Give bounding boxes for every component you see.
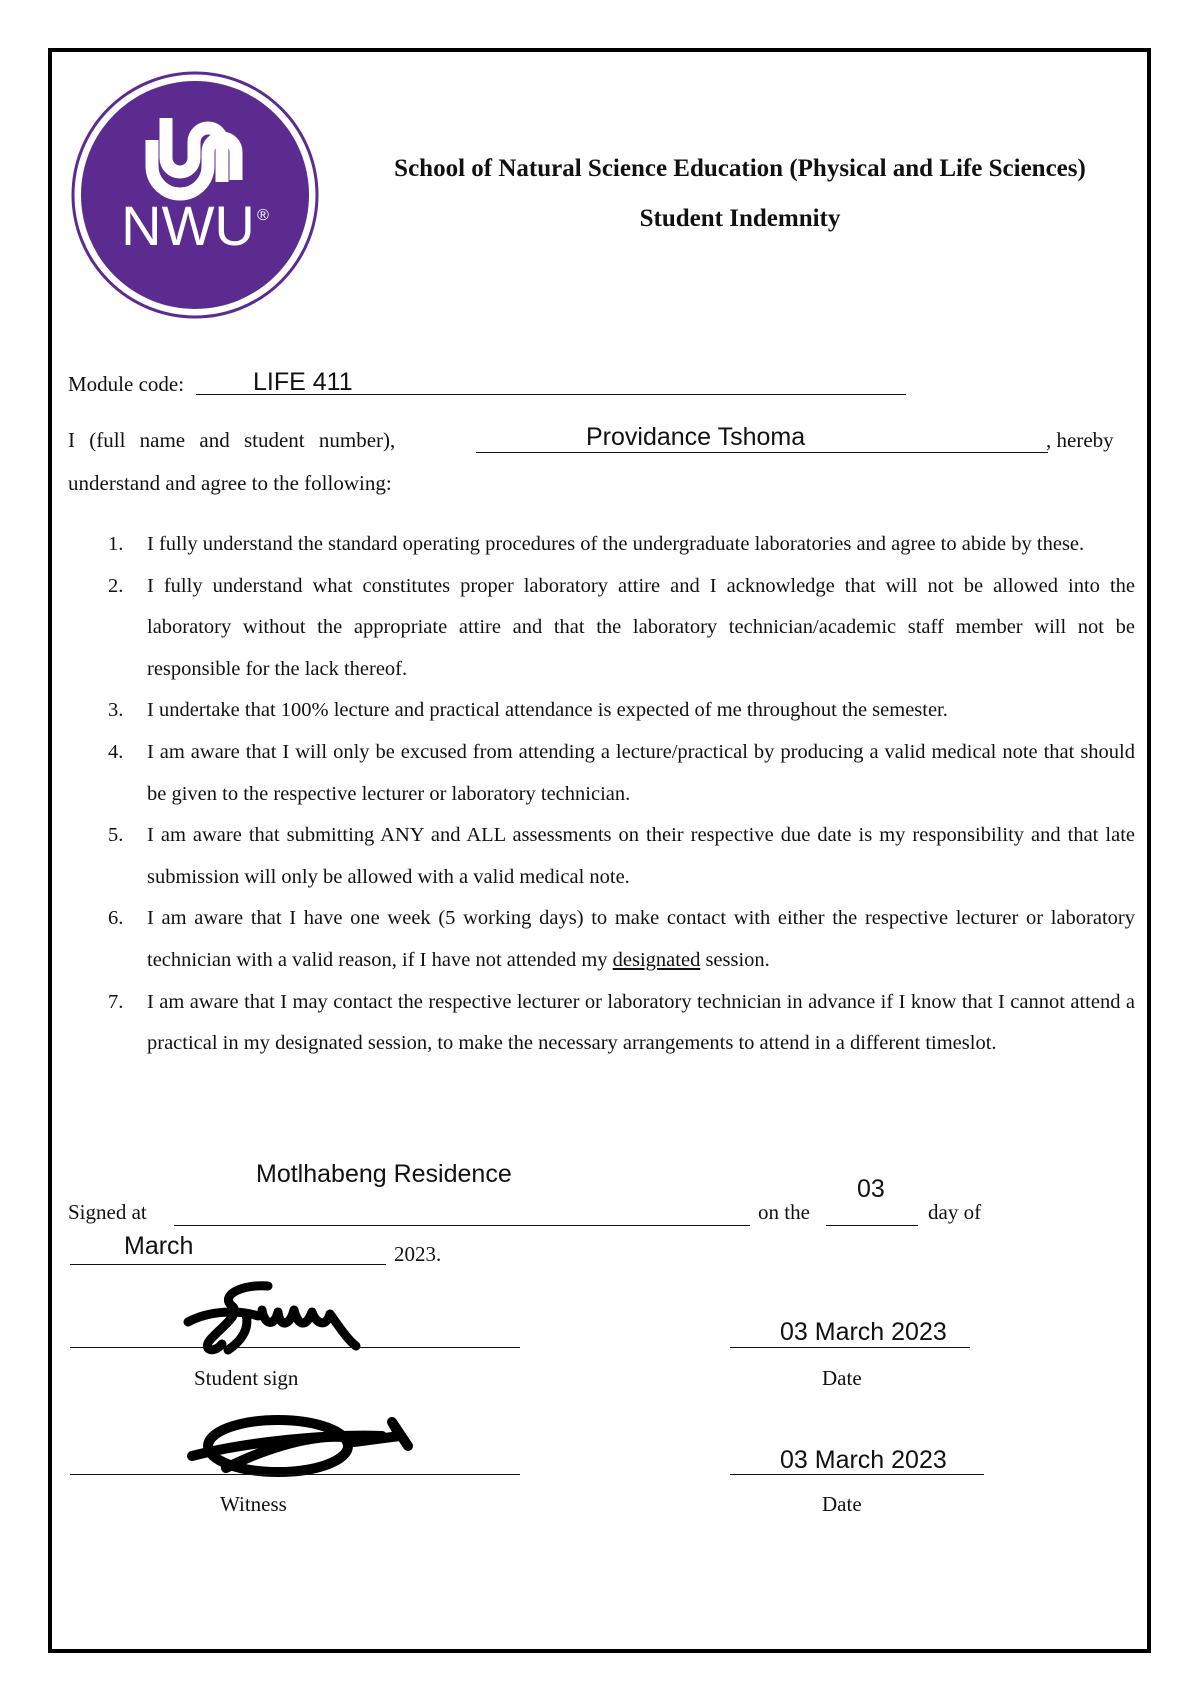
witness-date-line	[730, 1474, 984, 1475]
witness-signature	[186, 1408, 426, 1488]
signed-at-place[interactable]: Motlhabeng Residence	[256, 1160, 512, 1188]
signed-day[interactable]: 03	[857, 1175, 885, 1203]
student-sign-label: Student sign	[194, 1366, 299, 1390]
module-code-label: Module code:	[68, 372, 185, 396]
nwu-logo	[70, 70, 320, 320]
signed-month[interactable]: March	[124, 1232, 194, 1260]
school-title: School of Natural Science Education (Physical and Life Sciences)	[394, 155, 1086, 182]
student-date-label: Date	[822, 1366, 862, 1390]
module-code-value[interactable]: LIFE 411	[253, 368, 353, 396]
document-title: Student Indemnity	[639, 205, 841, 232]
terms-list	[100, 524, 1135, 1065]
signed-year: 2023.	[394, 1242, 442, 1266]
term-item: 5. I am aware that submitting ANY and ALL assessments on their respective due date is my responsibility and that late submission will only be allowed with a valid medical note.	[108, 824, 1135, 888]
term-item: 1. I fully understand the standard operating procedures of the undergraduate laboratories and agree to abide by these.	[108, 533, 1085, 555]
term-item: 3. I undertake that 100% lecture and practical attendance is expected of me throughout the semester.	[108, 699, 948, 722]
on-the-label: on the	[758, 1200, 810, 1224]
term-item: 6. I am aware that I have one week (5 working days) to make contact with either the respective lecturer or laboratory technician with a valid reason, if I have not attended my designated session.	[108, 907, 1135, 971]
term-item: 2. I fully understand what constitutes proper laboratory attire and I acknowledge that will not be allowed into the laboratory without the appropriate attire and that the laboratory technician/academic staff member will not be responsible for the lack thereof.	[108, 574, 1135, 680]
witness-date-label: Date	[822, 1492, 862, 1516]
declaration-suffix: , hereby	[1046, 428, 1114, 452]
declaration-line2: understand and agree to the following:	[68, 471, 392, 495]
signed-at-line	[174, 1225, 750, 1226]
witness-label: Witness	[220, 1492, 287, 1516]
term-item: 4. I am aware that I will only be excused from attending a lecture/practical by producing a valid medical note that should be given to the respective lecturer or laboratory technician.	[108, 740, 1135, 805]
witness-date-value[interactable]: 03 March 2023	[780, 1446, 947, 1474]
signed-at-label: Signed at	[68, 1200, 147, 1224]
term-item: 7. I am aware that I may contact the respective lecturer or laboratory technician in advance if I know that I cannot attend a practical in my designated session, to make the necessary arrangements to attend in a different timeslot.	[108, 990, 1135, 1055]
declaration-prefix: I (full name and student number),	[68, 428, 396, 452]
registered-mark: ®	[257, 207, 269, 224]
logo-text: NWU	[121, 194, 255, 257]
day-line	[826, 1225, 918, 1226]
designated-underlined: designated	[612, 948, 701, 971]
day-of-label: day of	[928, 1200, 982, 1224]
month-line	[70, 1264, 386, 1265]
student-date-line	[730, 1347, 970, 1348]
student-date-value[interactable]: 03 March 2023	[780, 1318, 947, 1346]
student-sign-line	[70, 1347, 520, 1348]
name-line	[476, 452, 1048, 453]
student-name[interactable]: Providance Tshoma	[586, 423, 806, 451]
student-signature	[180, 1280, 370, 1360]
witness-sign-line	[70, 1474, 520, 1475]
